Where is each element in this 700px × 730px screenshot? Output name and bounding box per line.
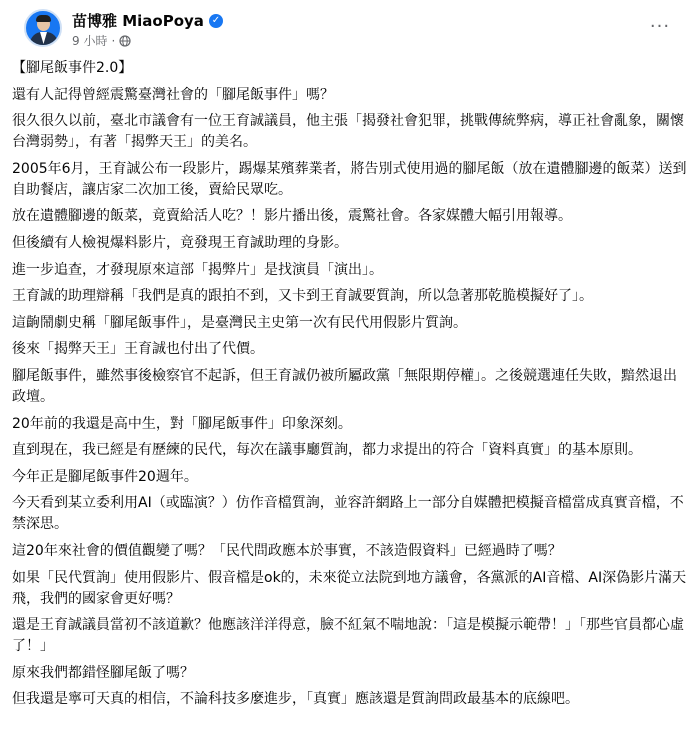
author-row xyxy=(72,10,223,31)
post-paragraph: 2005年6月，王育誠公布一段影片，踢爆某殯葬業者，將告別式使用過的腳尾飯（放在遺體腳邊的飯菜）送到自助餐店，讓店家二次加工後，賣給民眾吃。 xyxy=(12,160,687,198)
post-paragraph: 今天看到某立委利用AI（或臨演？）仿作音檔質詢，並容許網路上一部分自媒體把模擬音檔當成真實音檔，不禁深思。 xyxy=(12,495,684,533)
post-paragraph: 如果「民代質詢」使用假影片、假音檔是ok的，未來從立法院到地方議會，各黨派的AI音檔、AI深偽影片滿天飛，我們的國家會更好嗎？ xyxy=(12,569,687,607)
author-name[interactable]: 苗博雅 MiaoPoya xyxy=(72,12,204,30)
post-paragraph: 王育誠的助理辯稱「我們是真的跟拍不到，又卡到王育誠要質詢，所以急著那乾脆模擬好了」。 xyxy=(12,288,593,305)
verified-badge-icon: ✓ xyxy=(209,14,223,28)
meta-separator: · xyxy=(111,33,116,48)
post-paragraph: 後來「揭弊天王」王育誠也付出了代價。 xyxy=(12,341,264,358)
post-paragraph: 進一步追查，才發現原來這部「揭弊片」是找演員「演出」。 xyxy=(12,261,383,278)
globe-icon[interactable] xyxy=(119,35,131,47)
post-paragraph: 20年前的我還是高中生，對「腳尾飯事件」印象深刻。 xyxy=(12,415,352,432)
post-paragraph: 今年正是腳尾飯事件20週年。 xyxy=(12,468,198,485)
more-options-button[interactable] xyxy=(646,12,674,40)
post-paragraph: 這齣鬧劇史稱「腳尾飯事件」，是臺灣民主史第一次有民代用假影片質詢。 xyxy=(12,314,467,331)
avatar[interactable] xyxy=(24,9,62,47)
more-horizontal-icon: ··· xyxy=(649,15,671,37)
post-paragraph: 還是王育誠議員當初不該道歉？他應該洋洋得意，臉不紅氣不喘地說：「這是模擬示範帶！」「那些官員都心虛了！」 xyxy=(12,617,684,655)
post-paragraph: 直到現在，我已經是有歷練的民代，每次在議事廳質詢，都力求提出的符合「資料真實」的基本原則。 xyxy=(12,442,642,459)
post-meta xyxy=(72,32,131,49)
post-paragraph: 但我還是寧可天真的相信，不論科技多麼進步，「真實」應該還是質詢問政最基本的底線吧。 xyxy=(12,691,579,708)
post-paragraph: 這20年來社會的價值觀變了嗎？「民代問政應本於事實，不該造假資料」已經過時了嗎？ xyxy=(12,542,562,559)
post-body xyxy=(12,58,688,716)
avatar-hair xyxy=(36,15,51,22)
post-paragraph: 很久很久以前，臺北市議會有一位王育誠議員，他主張「揭發社會犯罪，挑戰傳統弊病，導正社會亂象，關懷台灣弱勢」，有著「揭弊天王」的美名。 xyxy=(12,113,684,151)
post-timestamp[interactable]: 9 小時 xyxy=(72,34,108,48)
post-paragraph: 但後續有人檢視爆料影片，竟發現王育誠助理的身影。 xyxy=(12,234,348,251)
post-paragraph: 還有人記得曾經震驚臺灣社會的「腳尾飯事件」嗎？ xyxy=(12,86,334,103)
post-paragraph: 原來我們都錯怪腳尾飯了嗎？ xyxy=(12,664,194,681)
post-header xyxy=(12,0,688,58)
post-paragraph: 腳尾飯事件，雖然事後檢察官不起訴，但王育誠仍被所屬政黨「無限期停權」。之後競選連任失敗，黯然退出政壇。 xyxy=(12,367,677,405)
post-paragraph: 【腳尾飯事件2.0】 xyxy=(12,60,133,76)
post-paragraph: 放在遺體腳邊的飯菜，竟賣給活人吃？！影片播出後，震驚社會。各家媒體大幅引用報導。 xyxy=(12,208,572,225)
